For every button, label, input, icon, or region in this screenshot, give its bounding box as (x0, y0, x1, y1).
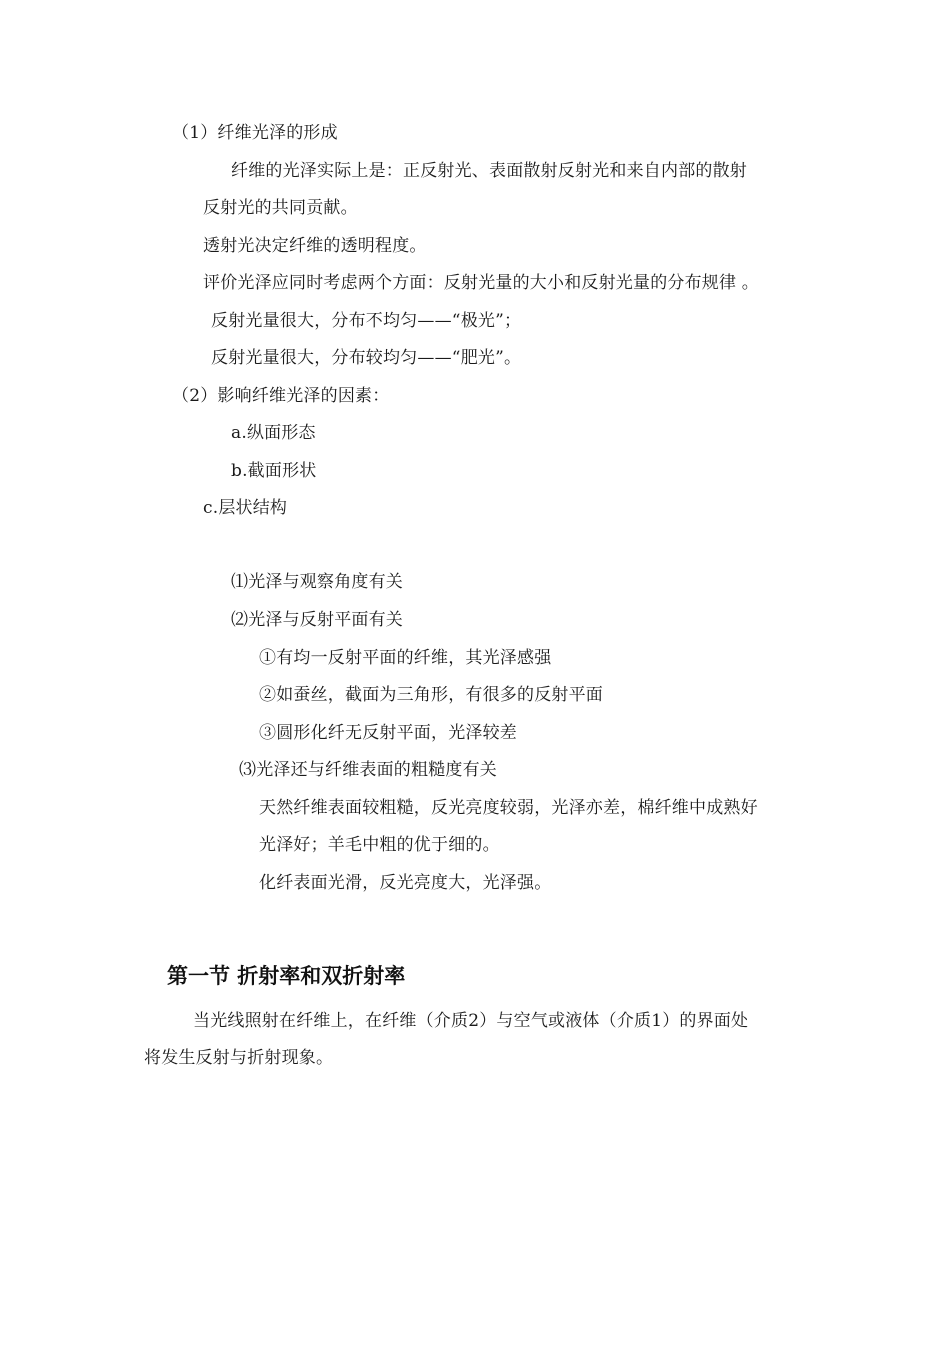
chapter-body-line1: 当光线照射在纤维上，在纤维（介质2）与空气或液体（介质1）的界面处 (193, 1011, 749, 1031)
polar-light-text: 反射光量很大，分布不均匀——“极光”； (211, 311, 522, 331)
reflection-plane-item-2: ②如蚕丝，截面为三角形，有很多的反射平面 (259, 685, 603, 705)
section1-title: （1）纤维光泽的形成 (172, 123, 338, 143)
roughness-synthetic: 化纤表面光滑，反光亮度大，光泽强。 (259, 873, 552, 893)
chapter-heading: 第一节 折射率和双折射率 (167, 964, 406, 988)
factor-reflection-plane: ⑵光泽与反射平面有关 (231, 610, 403, 630)
reflection-plane-item-3: ③圆形化纤无反射平面，光泽较差 (259, 723, 517, 743)
section1-paragraph-line2: 反射光的共同贡献。 (203, 198, 358, 218)
section1-paragraph-line1: 纤维的光泽实际上是：正反射光、表面散射反射光和来自内部的散射 (231, 161, 747, 181)
reflection-plane-item-1: ①有均一反射平面的纤维，其光泽感强 (259, 648, 552, 668)
evaluation-text: 评价光泽应同时考虑两个方面：反射光量的大小和反射光量的分布规律 。 (203, 273, 760, 293)
factor-item-c: c.层状结构 (203, 498, 288, 518)
factor-item-b: b.截面形状 (231, 461, 317, 481)
fat-light-text: 反射光量很大，分布较均匀——“肥光”。 (211, 348, 522, 368)
factor-angle: ⑴光泽与观察角度有关 (231, 572, 403, 592)
factor-roughness: ⑶光泽还与纤维表面的粗糙度有关 (239, 760, 497, 780)
section2-title: （2）影响纤维光泽的因素： (172, 386, 390, 406)
chapter-body-line2: 将发生反射与折射现象。 (144, 1048, 334, 1068)
roughness-natural-line1: 天然纤维表面较粗糙，反光亮度较弱，光泽亦差，棉纤维中成熟好 (259, 798, 758, 818)
roughness-natural-line2: 光泽好；羊毛中粗的优于细的。 (259, 835, 500, 855)
transmitted-light-text: 透射光决定纤维的透明程度。 (203, 236, 427, 256)
factor-item-a: a.纵面形态 (231, 423, 316, 443)
